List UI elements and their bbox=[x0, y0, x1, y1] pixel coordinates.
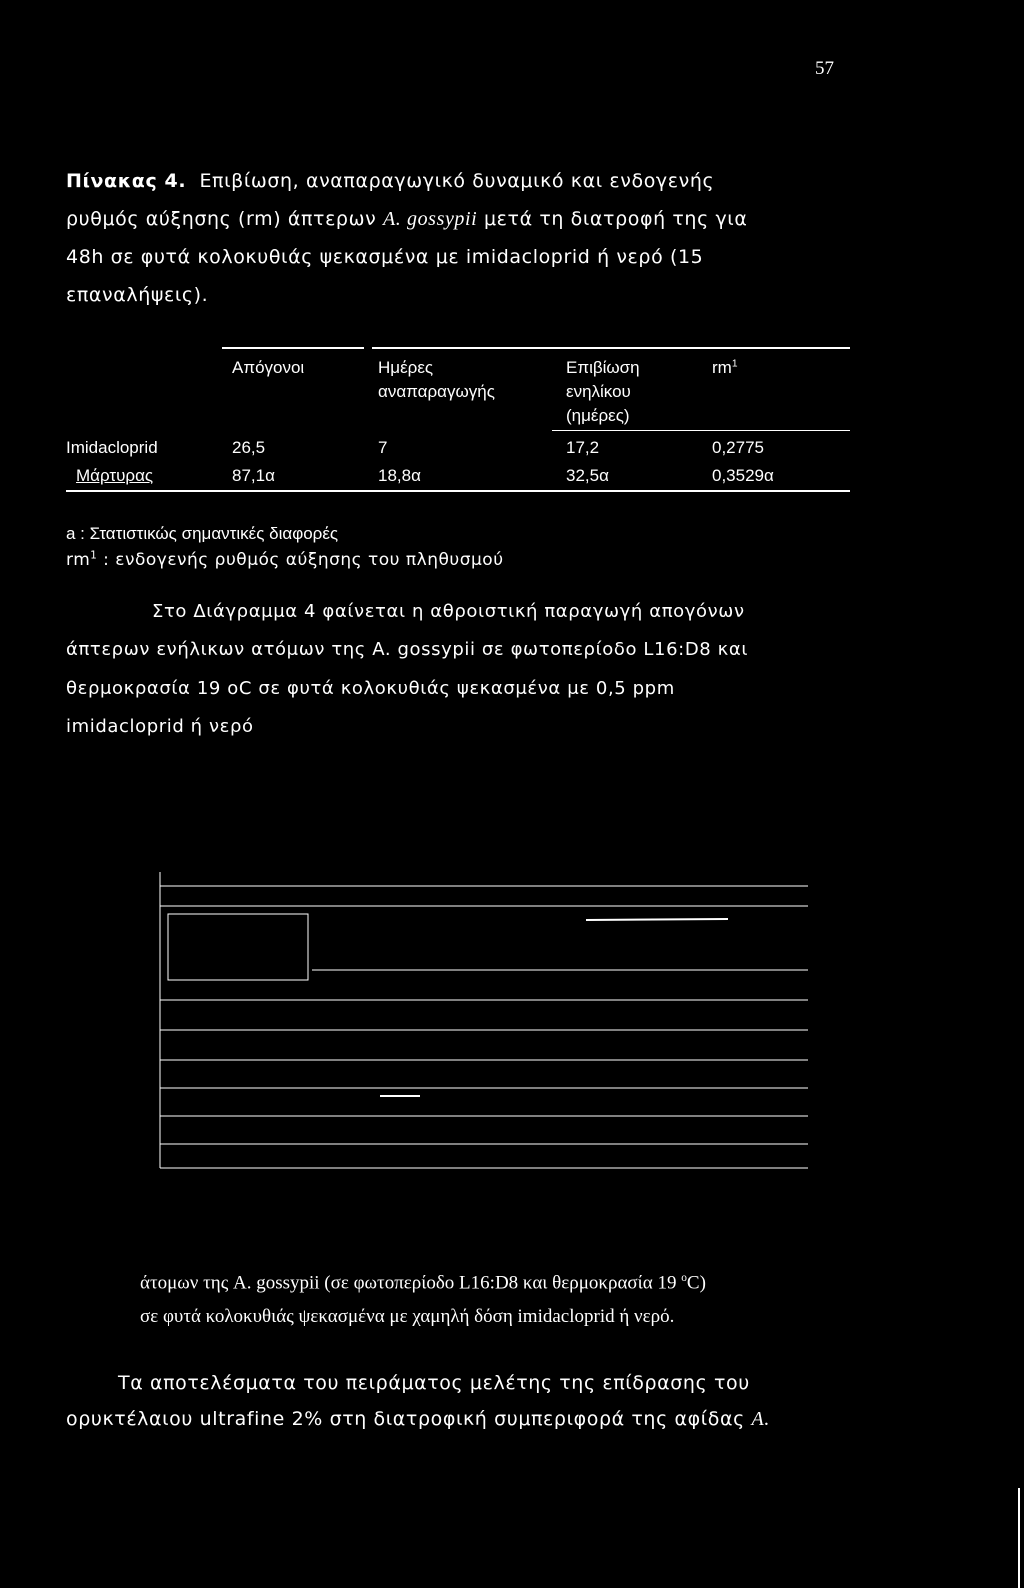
header-survival-3: (ημέρες) bbox=[566, 406, 630, 425]
figure-caption-text: άτομων της A. gossypii (σε φωτοπερίοδο L16:D8 και θερμοκρασία 19 bbox=[140, 1272, 682, 1294]
figure-series-line bbox=[586, 919, 728, 920]
degree-superscript: o bbox=[681, 1272, 687, 1284]
row-survival: 17,2 bbox=[566, 438, 600, 457]
table-caption-line-3: 48h σε φυτά κολοκυθιάς ψεκασμένα με imidacloprid ή νερό (15 bbox=[66, 246, 704, 268]
row-survival: 32,5α bbox=[566, 466, 609, 485]
species-name: A. gossypii bbox=[382, 208, 478, 230]
row-rm: 0,2775 bbox=[712, 438, 764, 457]
row-rm: 0,3529α bbox=[712, 466, 774, 485]
table-caption-text: Επιβίωση, αναπαραγωγικό δυναμικό και ενδογενής bbox=[199, 170, 715, 192]
figure-caption-text: C) bbox=[686, 1272, 706, 1294]
table-label: Πίνακας 4. bbox=[66, 170, 187, 192]
row-offspring: 87,1α bbox=[232, 466, 275, 485]
header-offspring: Απόγονοι bbox=[232, 358, 305, 377]
header-repro-days: Ημέρες bbox=[378, 358, 434, 377]
paragraph-2-line-1: Τα αποτελέσματα του πειράματος μελέτης της επίδρασης του bbox=[118, 1372, 750, 1394]
paragraph-1-line-2: άπτερων ενήλικων ατόμων της A. gossypii σε φωτοπερίοδο L16:D8 και bbox=[66, 639, 749, 660]
figure-caption-line-2: σε φυτά κολοκυθιάς ψεκασμένα με χαμηλή δόση imidacloprid ή νερό. bbox=[140, 1306, 675, 1327]
table-caption-line-4: επαναλήψεις). bbox=[66, 284, 209, 306]
rm-symbol: rm bbox=[712, 358, 732, 377]
figure-caption-line-1 bbox=[140, 1272, 706, 1294]
paragraph-1-line-1: Στο Διάγραμμα 4 φαίνεται η αθροιστική παραγωγή απογόνων bbox=[152, 601, 745, 622]
footnote-a: a : Στατιστικώς σημαντικές διαφορές bbox=[66, 524, 339, 543]
paragraph-1-line-4: imidacloprid ή νερό bbox=[66, 716, 254, 737]
header-survival: Επιβίωση bbox=[566, 358, 640, 377]
page-number: 57 bbox=[815, 58, 834, 79]
paragraph-1-line-3: θερμοκρασία 19 oC σε φυτά κολοκυθιάς ψεκασμένα με 0,5 ppm bbox=[66, 678, 675, 699]
species-name: A. bbox=[751, 1408, 770, 1430]
row-repro-days: 7 bbox=[378, 438, 388, 457]
rm-superscript: 1 bbox=[731, 358, 738, 370]
figure-legend-box bbox=[168, 914, 308, 980]
paragraph-2-line-2 bbox=[66, 1408, 770, 1431]
header-survival-2: ενηλίκου bbox=[566, 382, 631, 401]
row-treatment: Μάρτυρας bbox=[76, 466, 154, 485]
scan-edge-mark bbox=[1018, 1488, 1020, 1588]
row-repro-days: 18,8α bbox=[378, 466, 421, 485]
row-treatment: Imidacloprid bbox=[66, 438, 158, 457]
caption-text: μετά τη διατροφή της για bbox=[477, 208, 748, 230]
rm-symbol: rm bbox=[66, 550, 91, 570]
row-offspring: 26,5 bbox=[232, 438, 266, 457]
header-repro-days-2: αναπαραγωγής bbox=[378, 382, 495, 401]
caption-text: ρυθμός αύξησης (rm) άπτερων bbox=[66, 208, 383, 230]
rm-superscript: 1 bbox=[90, 550, 98, 562]
footnote-rm-text: : ενδογενής ρυθμός αύξησης του πληθυσμού bbox=[97, 550, 504, 570]
paragraph-text: ορυκτέλαιου ultrafine 2% στη διατροφική συμπεριφορά της αφίδας bbox=[66, 1408, 752, 1430]
